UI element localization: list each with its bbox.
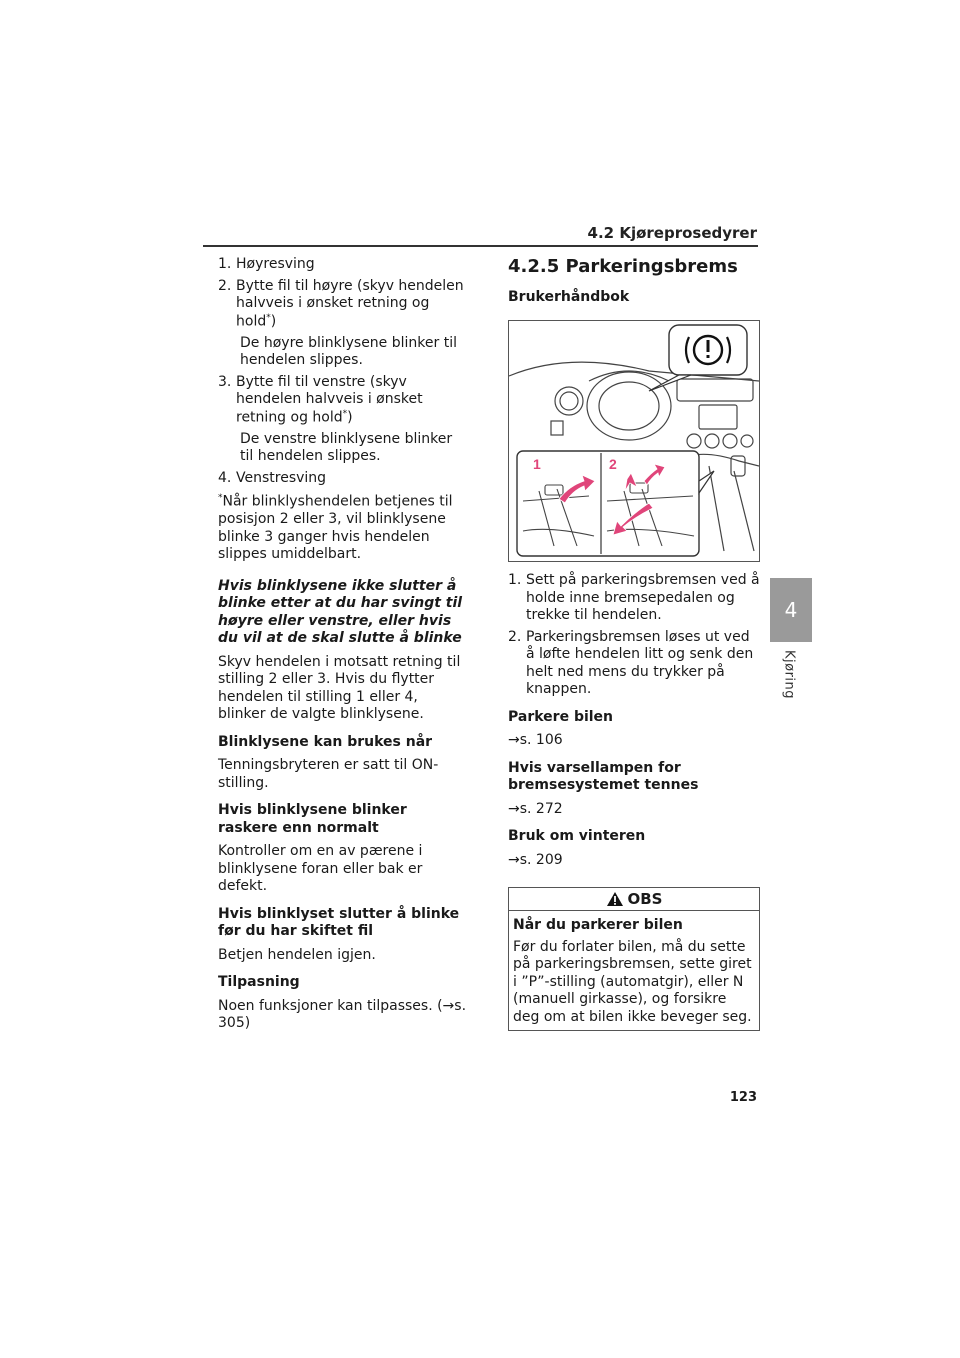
left-column <box>218 256 468 1039</box>
list-text: Parkeringsbremsen løses ut ved å løfte hendelen litt og senk den helt ned mens du trykker på knappen. <box>526 628 754 697</box>
obs-body <box>509 911 759 1030</box>
list-number: 2. <box>508 628 522 645</box>
heading-stops-early: Hvis blinklyset slutter å blinke før du har skiftet fil <box>218 905 460 940</box>
list-text: Sett på parkeringsbremsen ved å holde inne bremsepedalen og trekke til hendelen. <box>526 572 760 623</box>
list-item <box>218 470 468 488</box>
heading-winter: Bruk om vinteren <box>508 828 646 844</box>
list-item <box>218 278 468 331</box>
page-number: 123 <box>729 1090 757 1105</box>
page-ref-link[interactable]: →s. 272 <box>508 800 563 817</box>
list-number: 1. <box>218 256 232 272</box>
footnote-text: Når blinklyshendelen betjenes til posisjon 2 eller 3, vil blinklysene blinke 3 ganger hvis hendelen slippes umiddelbart. <box>218 493 453 563</box>
header-rule <box>203 245 758 247</box>
chapter-tab <box>770 578 812 642</box>
obs-header <box>509 888 759 911</box>
paragraph: Betjen hendelen igjen. <box>218 946 376 963</box>
obs-heading: Når du parkerer bilen <box>513 917 683 933</box>
list-text-main: Bytte fil til venstre (skyv hendelen halvveis i ønsket retning og hold <box>236 373 423 426</box>
list-note: De høyre blinklysene blinker til hendelen slippes. <box>240 334 457 369</box>
list-item <box>508 629 760 699</box>
paragraph-customization-link[interactable]: Noen funksjoner kan tilpasses. (→s. 305) <box>218 997 467 1032</box>
footnote-mark: * <box>266 312 271 323</box>
figure-label-2: 2 <box>609 456 617 472</box>
figure-label-1: 1 <box>533 456 541 472</box>
page-ref-link[interactable]: →s. 106 <box>508 732 563 748</box>
chapter-label: Kjøring <box>781 650 797 700</box>
list-text <box>236 374 468 427</box>
obs-notice-box <box>508 887 760 1031</box>
list-number: 3. <box>218 373 232 390</box>
section-header: 4.2 Kjøreprosedyrer <box>587 224 757 242</box>
footnote-mark: * <box>342 408 348 419</box>
list-number: 4. <box>218 469 232 486</box>
footnote-mark: * <box>218 493 223 504</box>
list-text-tail: ) <box>347 409 353 426</box>
list-number: 1. <box>508 572 522 588</box>
list-text: Høyresving <box>236 256 315 272</box>
obs-title: OBS <box>627 889 663 908</box>
page-ref-link[interactable]: →s. 209 <box>508 851 563 868</box>
list-item <box>218 374 468 427</box>
list-text: Venstresving <box>236 469 327 486</box>
heading-park-car: Parkere bilen <box>508 708 614 725</box>
obs-text: Før du forlater bilen, må du sette på parkeringsbremsen, sette giret i ”P”-stilling (automatgir), eller N (manuell girkasse), og forsikre deg om at bilen ikke beveger seg. <box>513 938 752 1025</box>
section-title: 4.2.5 Parkeringsbrems <box>508 256 738 277</box>
heading-fast-blinking: Hvis blinklysene blinker raskere enn normalt <box>218 802 407 836</box>
right-column <box>508 256 760 1031</box>
paragraph: Tenningsbryteren er satt til ON-stilling. <box>218 757 439 791</box>
paragraph: Kontroller om en av pærene i blinklysene foran eller bak er defekt. <box>218 843 423 895</box>
list-note: De venstre blinklysene blinker til hendelen slippes. <box>240 430 453 465</box>
parking-brake-illustration <box>508 320 760 562</box>
heading-when-usable: Blinklysene kan brukes når <box>218 733 433 750</box>
list-text-tail: ) <box>270 313 277 330</box>
subheading: Brukerhåndbok <box>508 288 630 305</box>
illustration-svg <box>509 321 759 561</box>
heading-customization: Tilpasning <box>218 974 300 991</box>
heading-stop-blinking: Hvis blinklysene ikke slutter å blinke etter at du har svingt til høyre eller venstre, eller hvis du vil at de skal slutte å blinke <box>218 577 463 647</box>
footnote <box>218 493 468 564</box>
paragraph: Skyv hendelen i motsatt retning til stilling 2 eller 3. Hvis du flytter hendelen til stilling 1 eller 4, blinker de valgte blinklysene. <box>218 653 461 723</box>
list-item <box>508 572 760 625</box>
chapter-number: 4 <box>784 597 798 622</box>
list-number: 2. <box>218 277 232 294</box>
list-text <box>236 278 468 331</box>
list-text-main: Bytte fil til høyre (skyv hendelen halvveis i ønsket retning og hold <box>236 277 464 330</box>
list-item <box>218 256 468 274</box>
heading-brake-warning: Hvis varsellampen for bremsesystemet tennes <box>508 759 699 793</box>
warning-triangle-icon <box>606 891 624 907</box>
